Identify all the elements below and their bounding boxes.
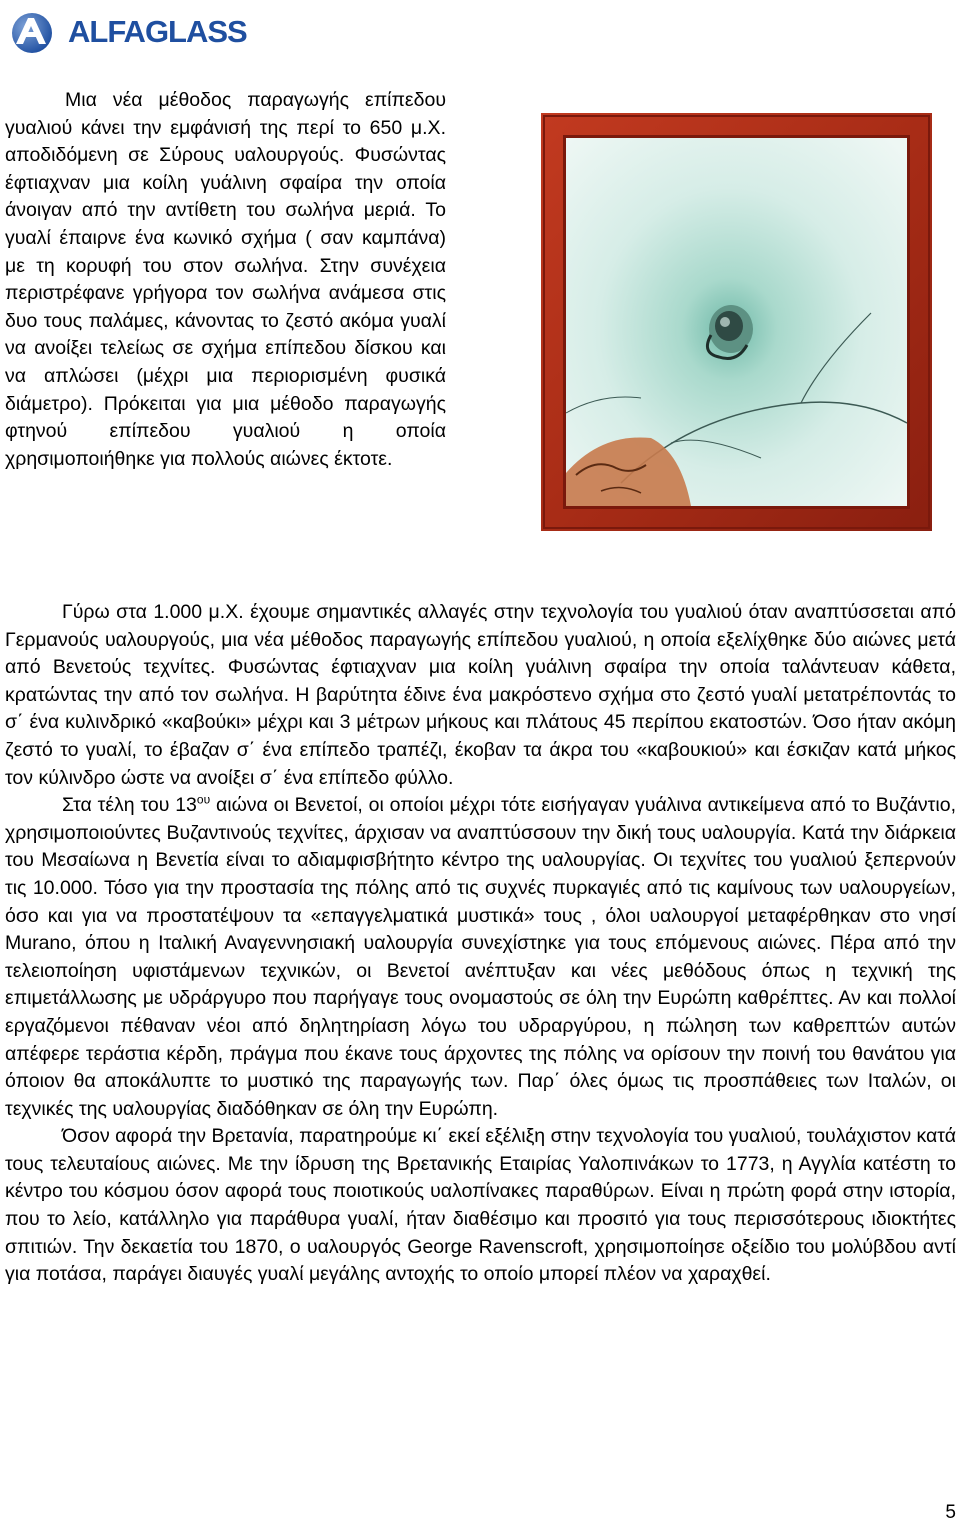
alfaglass-logo — [8, 10, 247, 55]
paragraph-venice-murano: Στα τέλη του $13^{o\upsilon}$ αιώνα οι Βενετοί, οι οποίοι μέχρι τότε εισήγαγαν γυάλινα αντικείμενα από το Βυζάντιο, χρησιμοποιούντες Βυζαντινούς τεχνίτες, άρχισαν να αναπτύσσουν την δική τους υαλουργία. Κατά την διάρκεια του Μεσαίωνα η Βενετία είναι το αδιαμφισβήτητο κέντρο της υαλουργίας. Οι τεχνίτες του γυαλιού ξεπερνούν τις 10.000. Τόσο για την προστασία της πόλης από τις συχνές πυρκαγιές από τις καμίνους των υαλουργείων, όσο και για να προστατέψουν τα «επαγγελματικά μυστικά» τους , όλοι υαλουργοί μεταφέρθηκαν στο νησί Murano, όπου η Ιταλική Αναγεννησιακή υαλουργία συνεχίστηκε για τους επόμενους αιώνες. Πέρα από την τελειοποίηση υφιστάμενων τεχνικών, οι Βενετοί ανέπτυξαν και νέες μεθόδους όπως η τεχνική της επιμετάλλωσης με υδράργυρο που παρήγαγε τους ονομαστούς σε όλη την Ευρώπη καθρέπτες. Αν και πολλοί εργαζόμενοι πέθαναν νέοι από δηλητηρίαση λόγω του υδραργύρου, η πώληση των καθρεπτών αυτών απέφερε τεράστια κέρδη, πράγμα που έκανε τους άρχοντες της πόλης να ορίσουν την ποινή του θανάτου για όποιον θα αποκάλυπτε το μυστικό της παραγωγής των. Παρ΄ όλες όμως τις προσπάθειες των Ιταλών, οι τεχνικές της υαλουργίας διαδόθηκαν σε όλη την Ευρώπη. — [5, 792, 956, 1120]
glass-disc-image — [541, 113, 932, 531]
framed-glass-photo — [541, 113, 932, 531]
paragraph-germany-venice: Γύρω στα 1.000 μ.Χ. έχουμε σημαντικές αλλαγές στην τεχνολογία του γυαλιού όταν αναπτύσσεται από Γερμανούς υαλουργούς, μια νέα μέθοδος παραγωγής επίπεδου γυαλιού, η οποία εξελίχθηκε δύο αιώνες μετά από Βενετούς τεχνίτες. Φυσώντας έφτιαχναν μια κοίλη γυάλινη σφαίρα την οποία ταλάντευαν κάθετα, κρατώντας την από τον σωλήνα. Η βαρύτητα έδινε ένα μακρόστενο σχήμα στο ζεστό γυαλί μετατρέποντάς το σ΄ ένα κυλινδρικό «καβούκι» μέχρι και 3 μέτρων μήκους και πλάτους 45 περίπου εκατοστών. Όσο ήταν ακόμη ζεστό το γυαλί, το έβαζαν σ΄ ένα επίπεδο τραπέζι, έκοβαν τα άκρα του «καβουκιού» και έσκιζαν κατά μήκος τον κύλινδρο ώστε να ανοίξει σ΄ ένα επίπεδο φύλλο. — [5, 601, 956, 789]
paragraph-britain: Όσον αφορά την Βρετανία, παρατηρούμε κι΄ εκεί εξέλιξη στην τεχνολογία του γυαλιού, τουλάχιστον κατά τους τελευταίους αιώνες. Με την ίδρυση της Βρετανικής Εταιρίας Υαλοπινάκων το 1773, η Αγγλία κατέστη το κέντρο του κόσμου όσον αφορά τους ποιοτικούς υαλοπίνακες παραθύρων. Είναι η πρώτη φορά στην ιστορία, που το λείο, κατάλληλο για παράθυρα γυαλί, ήταν διαθέσιμο και προσιτό για τους περισσότερους ιδιοκτήτες σπιτιών. Την δεκαετία του 1870, ο υαλουργός George Ravenscroft, χρησιμοποίησε οξείδιο του μολύβδου αντί για ποτάσα, παράγει διαυγές γυαλί μεγάλης αντοχής το οποίο μπορεί πλέον να χαραχθεί. — [5, 1125, 956, 1286]
body-text — [5, 599, 956, 1289]
intro-paragraph: Μια νέα μέθοδος παραγωγής επίπεδου γυαλιού κάνει την εμφάνισή της περί το 650 μ.Χ. αποδιδόμενη σε Σύρους υαλουργούς. Φυσώντας έφτιαχναν μια κοίλη γυάλινη σφαίρα την οποία άνοιγαν από την αντίθετη του σωλήνα μεριά. Το γυαλί έπαιρνε ένα κωνικό σχήμα ( σαν καμπάνα) με τη κορυφή του στον σωλήνα. Στην συνέχεια περιστρέφανε γρήγορα τον σωλήνα ανάμεσα στις δυο τους παλάμες, κάνοντας το ζεστό ακόμα γυαλί να ανοίξει τελείως σε σχήμα επίπεδου δίσκου και να απλώσει (μέχρι μια περιορισμένη φυσικά διάμετρο). Πρόκειται για μια μέθοδο παραγωγής φτηνού επίπεδου γυαλιού η οποία χρησιμοποιήθηκε για πολλούς αιώνες έκτοτε. — [5, 89, 446, 470]
logo-text: ALFAGLASS — [68, 14, 247, 49]
logo-mark-icon — [8, 10, 60, 55]
page-number: 5 — [945, 1502, 956, 1523]
